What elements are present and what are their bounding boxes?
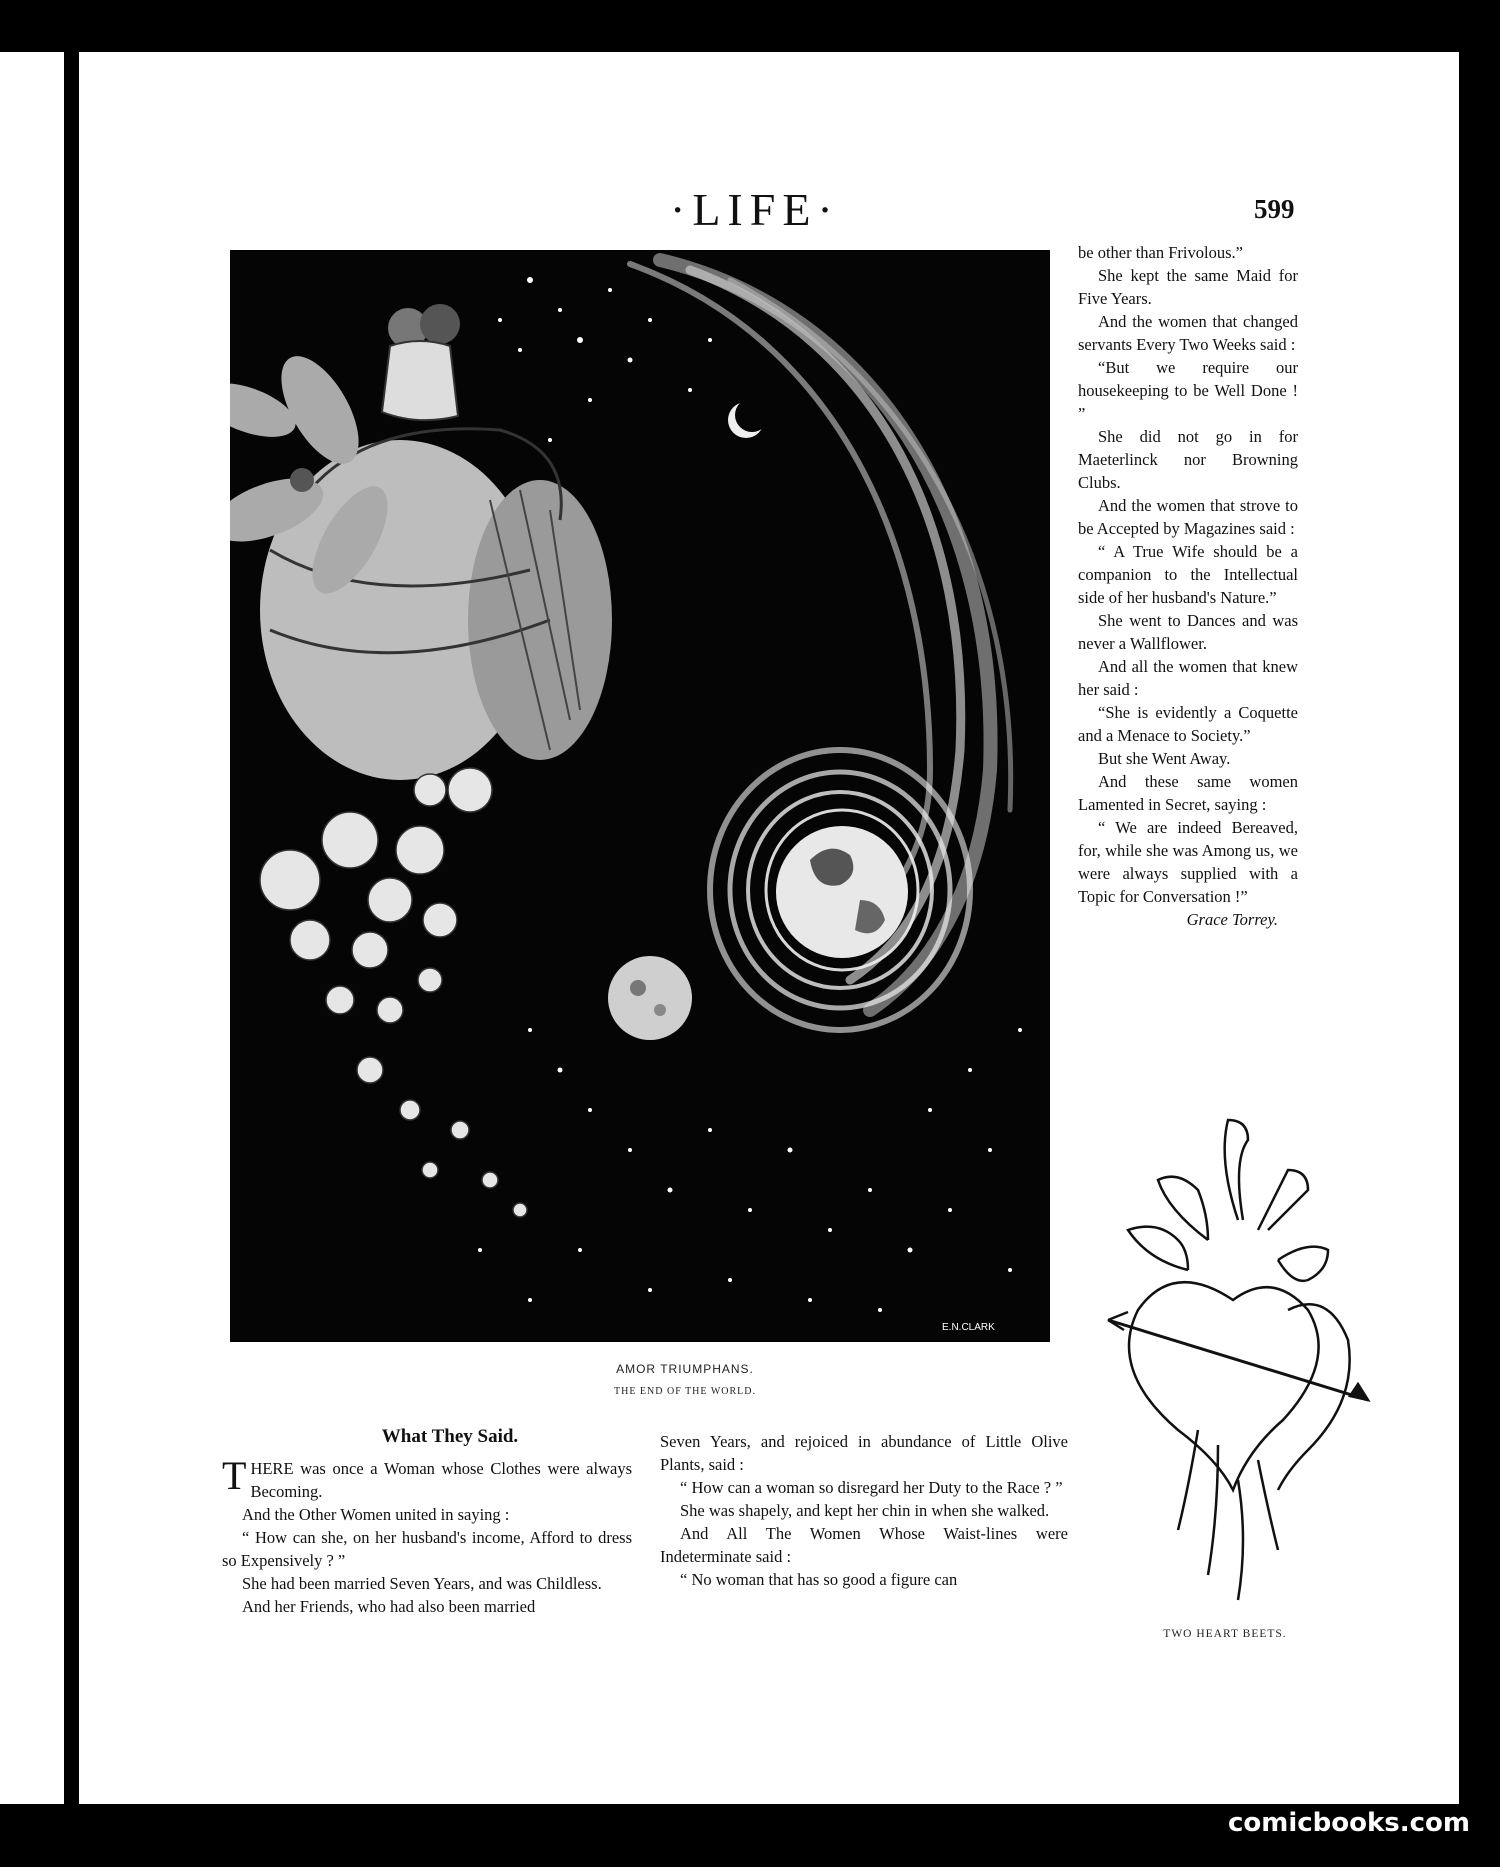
beet-cartoon-caption: TWO HEART BEETS. — [1163, 1628, 1287, 1640]
paragraph: be other than Frivolous.” — [1078, 243, 1243, 262]
illustrator-signature: E.N.CLARK — [942, 1322, 995, 1333]
paragraph: She went to Dances and was never a Wallflower. — [1078, 611, 1298, 653]
magazine-title: ·LIFE· — [670, 184, 840, 235]
story-column-1 — [222, 1453, 632, 1618]
amor-triumphans-illustration — [230, 250, 1050, 1342]
paragraph: “ How can she, on her husband's income, Afford to dress so Expensively ? ” — [222, 1528, 632, 1570]
story-column-2 — [660, 1430, 1068, 1591]
paragraph: And All The Women Whose Waist-lines were Indeterminate said : — [660, 1524, 1068, 1566]
paragraph — [222, 1453, 632, 1503]
drop-cap: T — [222, 1453, 247, 1498]
paragraph-text: HERE was once a Woman whose Clothes were always Becoming. — [250, 1459, 632, 1501]
illustration-caption-title: AMOR TRIUMPHANS. — [616, 1362, 754, 1376]
paragraph: Seven Years, and rejoiced in abundance of Little Olive Plants, said : — [660, 1432, 1068, 1474]
illustration-caption-subtitle: THE END OF THE WORLD. — [613, 1386, 756, 1397]
paragraph: She was shapely, and kept her chin in when she walked. — [680, 1501, 1050, 1520]
paragraph: And all the women that knew her said : — [1078, 657, 1298, 699]
paragraph: She did not go in for Maeterlinck nor Browning Clubs. — [1078, 427, 1298, 492]
two-heart-beets-cartoon — [1088, 1100, 1378, 1620]
author-signature: Grace Torrey. — [1186, 910, 1278, 929]
paragraph: “ How can a woman so disregard her Duty to the Race ? ” — [680, 1478, 1063, 1497]
paragraph: And the women that changed servants Every Two Weeks said : — [1078, 312, 1298, 354]
previous-page-edge — [0, 52, 64, 1804]
story-title: What They Said. — [381, 1426, 519, 1447]
paragraph: She kept the same Maid for Five Years. — [1078, 266, 1298, 308]
paragraph: She had been married Seven Years, and was Childless. — [242, 1574, 602, 1593]
paragraph: “She is evidently a Coquette and a Menace to Society.” — [1078, 703, 1298, 745]
paragraph: But she Went Away. — [1098, 749, 1231, 768]
paragraph: “ We are indeed Bereaved, for, while she was Among us, we were always supplied with a Topic for Conversation !” — [1078, 818, 1298, 906]
site-watermark: comicbooks.com — [1227, 1808, 1470, 1838]
story-column-3 — [1078, 241, 1298, 931]
page-number: 599 — [1254, 194, 1295, 224]
paragraph: “ No woman that has so good a figure can — [680, 1570, 958, 1589]
paragraph: And the Other Women united in saying : — [242, 1505, 510, 1524]
paragraph: “But we require our housekeeping to be Well Done ! ” — [1078, 358, 1298, 423]
paragraph: And her Friends, who had also been married — [242, 1597, 536, 1616]
paragraph: And these same women Lamented in Secret, saying : — [1078, 772, 1298, 814]
paragraph: And the women that strove to be Accepted by Magazines said : — [1078, 496, 1298, 538]
paragraph: “ A True Wife should be a companion to the Intellectual side of her husband's Nature.” — [1078, 542, 1298, 607]
